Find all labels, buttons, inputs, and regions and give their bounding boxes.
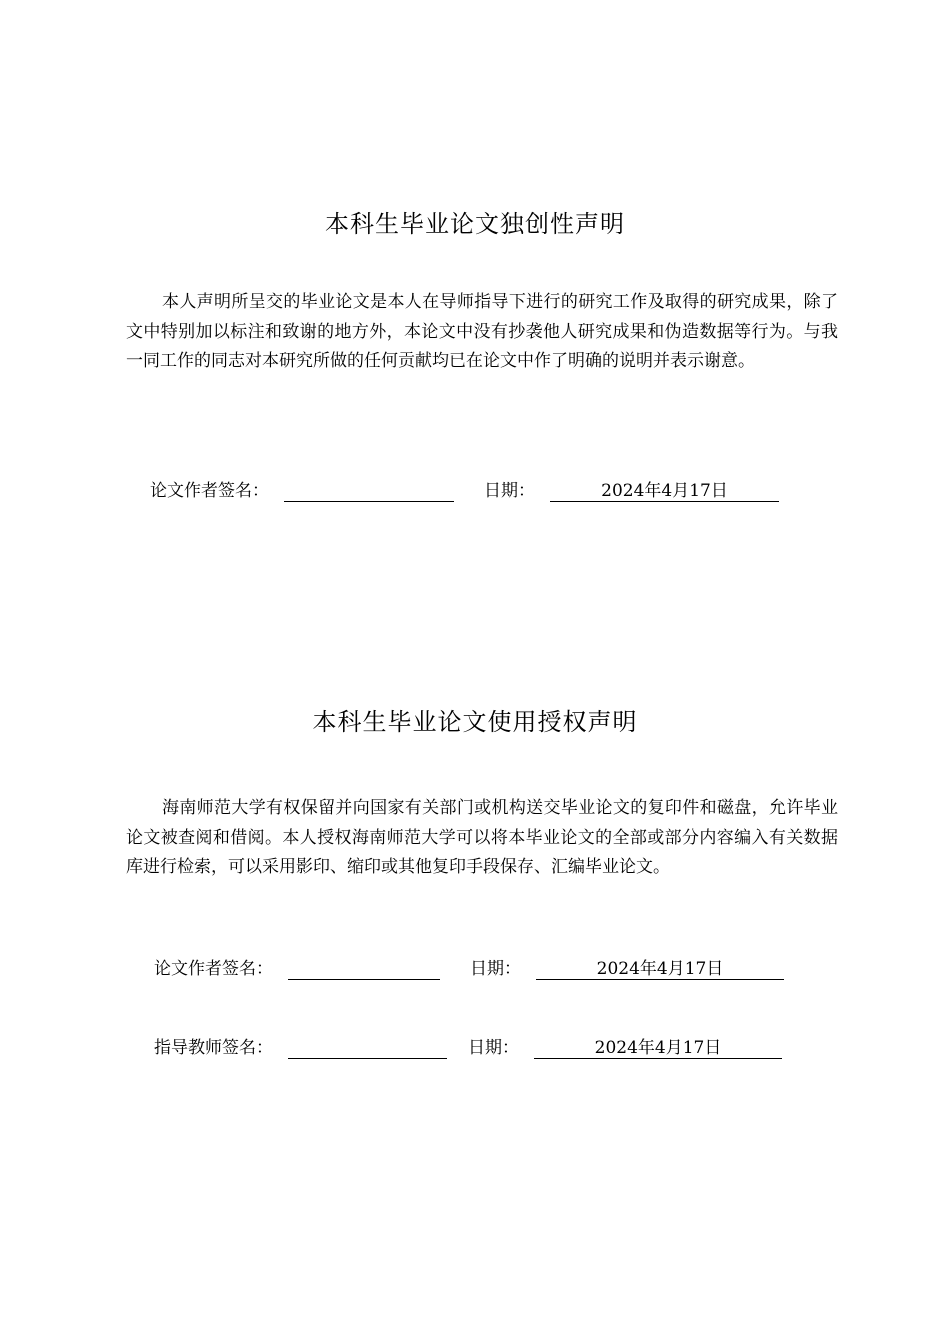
date-value[interactable]: 2024年4月17日 [534, 1036, 782, 1059]
usage-authorization-title: 本科生毕业论文使用授权声明 [312, 708, 638, 736]
author-signature-label: 论文作者签名： [154, 959, 273, 979]
usage-author-signature-row [154, 957, 854, 981]
usage-authorization-body: 海南师范大学有权保留并向国家有关部门或机构送交毕业论文的复印件和磁盘，允许毕业论文被查阅和借阅。本人授权海南师范大学可以将本毕业论文的全部或部分内容编入有关数据库进行检索，可以采用影印、缩印或其他复印手段保存、汇编毕业论文。 [126, 798, 838, 877]
date-label: 日期： [468, 1038, 519, 1058]
advisor-signature-label: 指导教师签名： [154, 1038, 273, 1058]
originality-declaration-title: 本科生毕业论文独创性声明 [325, 210, 625, 238]
date-value[interactable]: 2024年4月17日 [536, 957, 784, 980]
usage-advisor-signature-row [154, 1036, 854, 1060]
date-value[interactable]: 2024年4月17日 [550, 479, 779, 502]
date-label: 日期： [470, 959, 521, 979]
author-signature-blank[interactable] [288, 957, 440, 980]
originality-declaration-body: 本人声明所呈交的毕业论文是本人在导师指导下进行的研究工作及取得的研究成果，除了文中特别加以标注和致谢的地方外，本论文中没有抄袭他人研究成果和伪造数据等行为。与我一同工作的同志对本研究所做的任何贡献均已在论文中作了明确的说明并表示谢意。 [126, 292, 838, 371]
date-label: 日期： [484, 481, 535, 501]
author-signature-label: 论文作者签名： [150, 481, 269, 501]
originality-signature-row [150, 479, 850, 503]
author-signature-blank[interactable] [284, 479, 454, 502]
advisor-signature-blank[interactable] [288, 1036, 447, 1059]
